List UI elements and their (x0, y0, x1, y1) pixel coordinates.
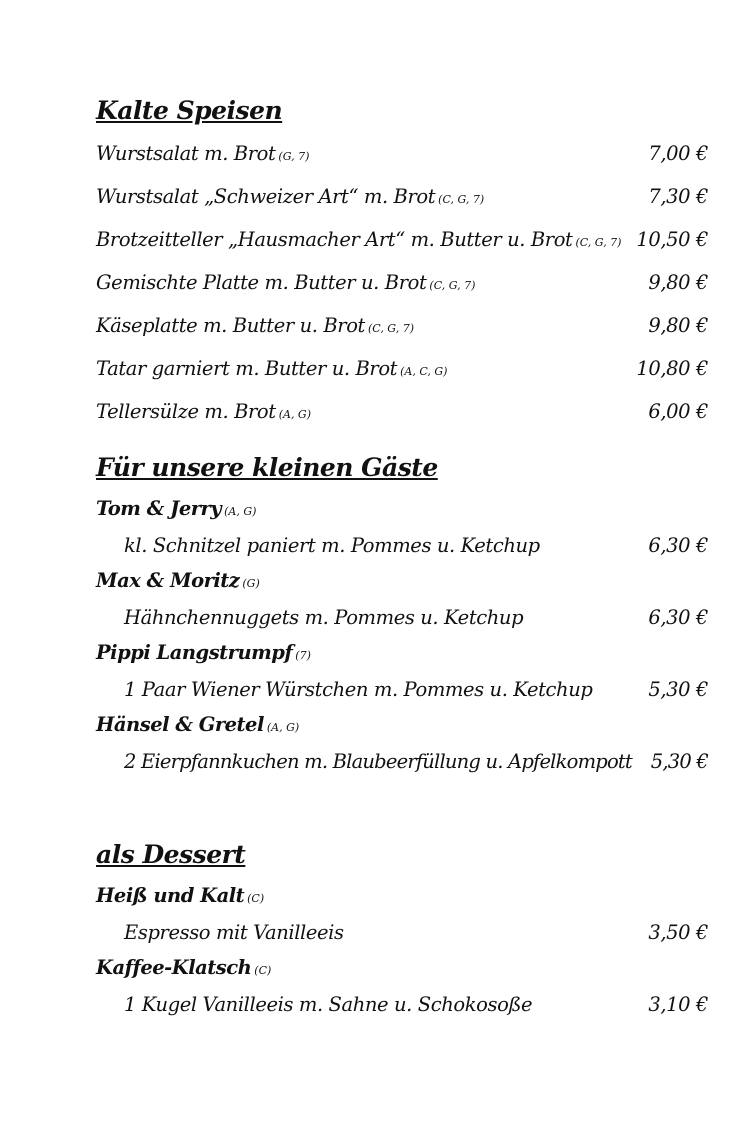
item-price: 5,30 € (648, 678, 708, 701)
section-heading: Für unsere kleinen Gäste (96, 453, 438, 482)
kids-item (96, 637, 708, 708)
item-allergens: (C) (247, 892, 265, 905)
item-description: 2 Eierpfannkuchen m. Blaubeerfüllung u. Apfelkompott (124, 750, 632, 773)
dessert-item (96, 952, 708, 1023)
item-price: 10,50 € (636, 228, 708, 251)
menu-item (96, 306, 708, 349)
item-title: Tom & Jerry (96, 497, 222, 520)
item-title: Pippi Langstrumpf (96, 641, 293, 664)
item-price: 9,80 € (648, 271, 708, 294)
section-kalte-speisen (96, 96, 708, 435)
item-allergens: (G) (242, 577, 260, 590)
item-name: Tatar garniert m. Butter u. Brot (96, 357, 398, 380)
section-heading: Kalte Speisen (96, 96, 283, 125)
item-price: 3,50 € (648, 921, 708, 944)
item-allergens: (A, C, G) (400, 365, 448, 378)
item-allergens: (A, G) (266, 721, 300, 734)
item-allergens: (C, G, 7) (438, 193, 485, 206)
section-heading: als Dessert (96, 840, 246, 869)
item-description: 1 Kugel Vanilleeis m. Sahne u. Schokosoße (124, 993, 533, 1016)
item-allergens: (C, G, 7) (575, 236, 622, 249)
item-description: 1 Paar Wiener Würstchen m. Pommes u. Ketchup (124, 678, 593, 701)
item-name: Gemischte Platte m. Butter u. Brot (96, 271, 427, 294)
item-price: 9,80 € (648, 314, 708, 337)
item-price: 7,00 € (648, 142, 708, 165)
kids-item (96, 493, 708, 564)
menu-item (96, 134, 708, 177)
section-kinder (96, 453, 708, 781)
item-allergens: (C, G, 7) (368, 322, 414, 335)
item-price: 6,30 € (648, 606, 708, 629)
menu-item (96, 263, 708, 306)
item-allergens: (C) (254, 964, 272, 977)
item-allergens: (A, G) (224, 505, 257, 518)
item-allergens: (A, G) (278, 408, 312, 421)
item-description: Hähnchennuggets m. Pommes u. Ketchup (124, 606, 524, 629)
item-price: 6,30 € (648, 534, 708, 557)
item-price: 5,30 € (650, 750, 708, 773)
item-title: Heiß und Kalt (96, 884, 245, 907)
menu-item (96, 349, 708, 392)
item-name: Brotzeitteller „Hausmacher Art“ m. Butter u. Brot (96, 228, 573, 251)
menu-item (96, 392, 708, 435)
item-name: Wurstsalat „Schweizer Art“ m. Brot (96, 185, 436, 208)
section-dessert (96, 840, 708, 1024)
item-title: Hänsel & Gretel (96, 713, 264, 736)
item-allergens: (G, 7) (278, 150, 310, 163)
item-name: Käseplatte m. Butter u. Brot (96, 314, 365, 337)
item-title: Kaffee-Klatsch (96, 956, 252, 979)
item-price: 10,80 € (636, 357, 708, 380)
item-price: 6,00 € (648, 400, 708, 423)
menu-item (96, 177, 708, 220)
item-allergens: (C, G, 7) (429, 279, 476, 292)
item-price: 3,10 € (648, 993, 708, 1016)
dessert-item (96, 880, 708, 951)
item-name: Tellersülze m. Brot (96, 400, 276, 423)
item-title: Max & Moritz (96, 569, 240, 592)
kids-item (96, 709, 708, 780)
item-description: kl. Schnitzel paniert m. Pommes u. Ketchup (124, 534, 540, 557)
item-name: Wurstsalat m. Brot (96, 142, 276, 165)
kids-item (96, 565, 708, 636)
item-allergens: (7) (295, 649, 311, 662)
menu-item (96, 220, 708, 263)
item-price: 7,30 € (648, 185, 708, 208)
item-description: Espresso mit Vanilleeis (124, 921, 344, 944)
